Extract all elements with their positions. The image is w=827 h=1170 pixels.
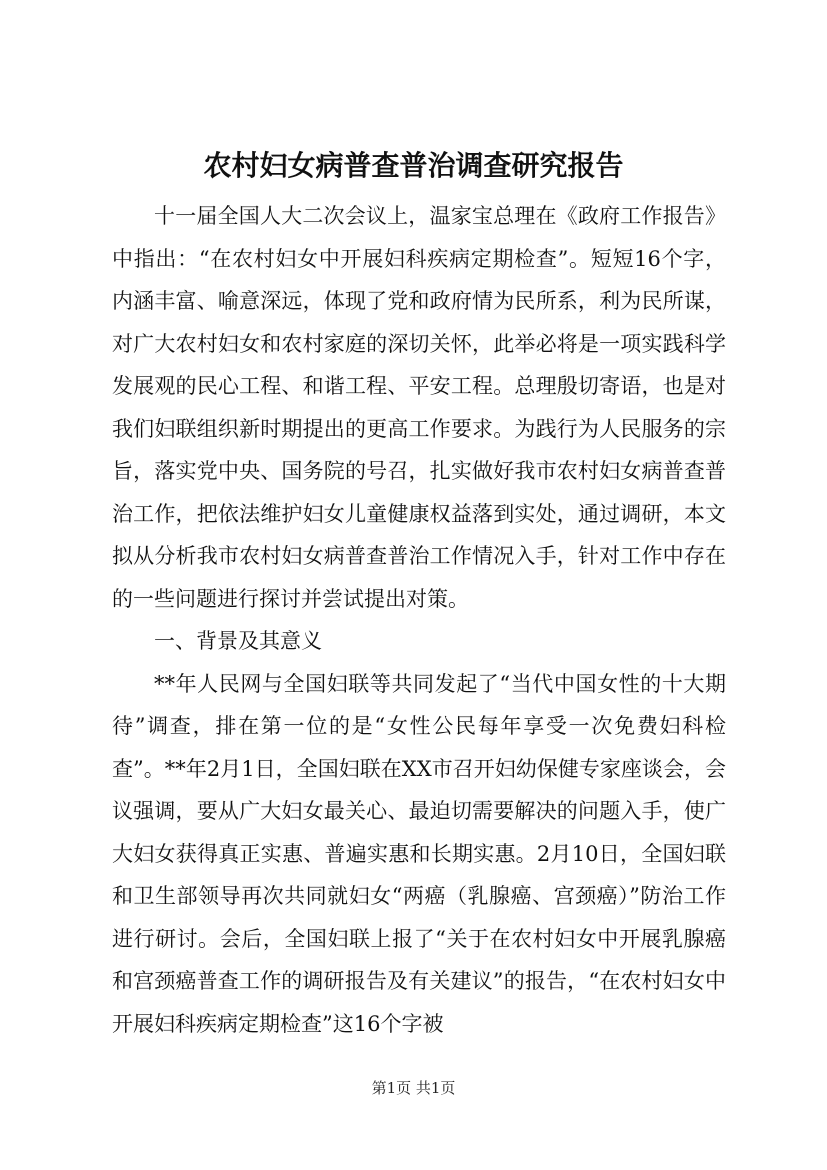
section-heading: 一、背景及其意义	[154, 629, 322, 653]
document-body	[112, 195, 726, 1045]
intro-paragraph: 十一届全国人大二次会议上，温家宝总理在《政府工作报告》中指出：“在农村妇女中开展妇科疾病定期检查”。短短16个字，内涵丰富、喻意深远，体现了党和政府情为民所系，利为民所谋，对广大农村妇女和农村家庭的深切关怀，此举必将是一项实践科学发展观的民心工程、和谐工程、平安工程。总理殷切寄语，也是对我们妇联组织新时期提出的更高工作要求。为践行为人民服务的宗旨，落实党中央、国务院的号召，扎实做好我市农村妇女病普查普治工作，把依法维护妇女儿童健康权益落到实处，通过调研，本文拟从分析我市农村妇女病普查普治工作情况入手，针对工作中存在的一些问题进行探讨并尝试提出对策。	[112, 204, 726, 611]
document-title: 农村妇女病普查普治调查研究报告	[203, 149, 624, 182]
page-footer: 第1页 共1页	[371, 1079, 456, 1097]
background-paragraph: **年人民网与全国妇联等共同发起了“当代中国女性的十大期待”调查，排在第一位的是“女性公民每年享受一次免费妇科检查”。**年2月1日，全国妇联在XX市召开妇幼保健专家座谈会，会议强调，要从广大妇女最关心、最迫切需要解决的问题入手，使广大妇女获得真正实惠、普遍实惠和长期实惠。2月10日，全国妇联和卫生部领导再次共同就妇女“两癌（乳腺癌、宫颈癌）”防治工作进行研讨。会后，全国妇联上报了“关于在农村妇女中开展乳腺癌和宫颈癌普查工作的调研报告及有关建议”的报告，“在农村妇女中开展妇科疾病定期检查”这16个字被	[112, 671, 726, 1036]
